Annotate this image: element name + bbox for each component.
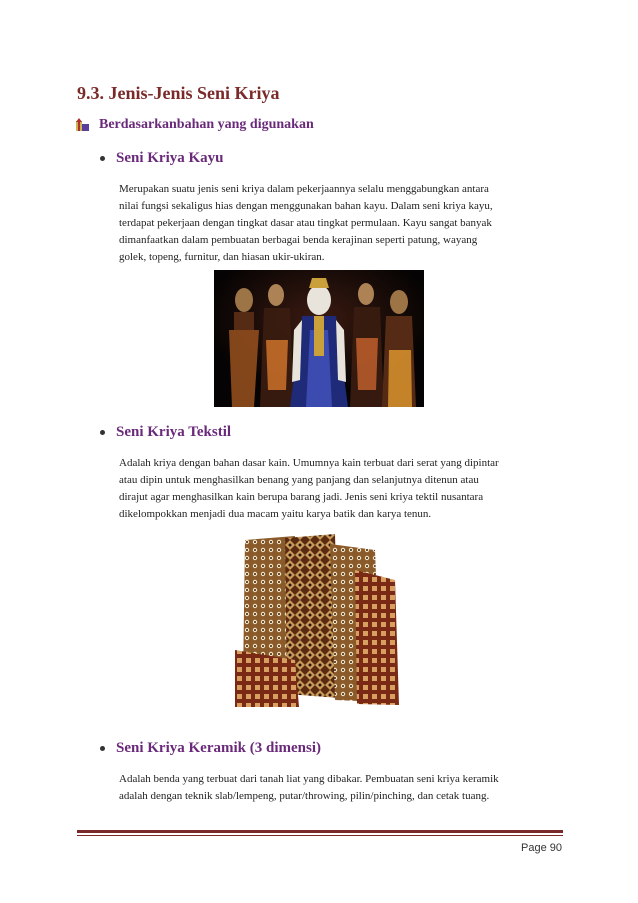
- bullet-icon: [100, 156, 105, 161]
- text-line: terdapat pekerjaan dengan tingkat dasar atau tingkat permulaan. Kayu sangat banyak: [119, 217, 492, 229]
- section-keramik-paragraph: [119, 771, 567, 805]
- text-line: nilai fungsi sekaligus hias dengan menggunakan bahan kayu. Dalam seni kriya kayu,: [119, 200, 493, 212]
- section-tekstil-title: [100, 424, 231, 441]
- section-heading: 9.3. Jenis-Jenis Seni Kriya: [77, 83, 280, 103]
- text-line: Merupakan suatu jenis seni kriya dalam pekerjaannya selalu menggabungkan antara: [119, 183, 489, 195]
- section-tekstil-paragraph: [119, 455, 567, 523]
- subheading-text: Berdasarkanbahan yang digunakan: [99, 117, 314, 132]
- bullet-icon: [100, 746, 105, 751]
- wayang-photo: [214, 270, 424, 407]
- subheading-row: [75, 117, 314, 133]
- section-title: Seni Kriya Keramik (3 dimensi): [116, 740, 321, 756]
- bullet-icon: [100, 430, 105, 435]
- text-line: dimanfaatkan dalam pembuatan berbagai benda kerajinan seperti patung, wayang: [119, 234, 478, 246]
- section-title: Seni Kriya Kayu: [116, 150, 224, 166]
- footer-rule-thick: [77, 830, 563, 833]
- text-line: Adalah benda yang terbuat dari tanah liat yang dibakar. Pembuatan seni kriya keramik: [119, 773, 499, 785]
- list-marker-icon: [75, 118, 91, 132]
- page-number: Page 90: [521, 842, 562, 854]
- text-line: adalah dengan teknik slab/lempeng, putar/throwing, pilin/pinching, dan cetak tuang.: [119, 790, 490, 802]
- text-line: atau dipin untuk menghasilkan benang yang panjang dan selanjutnya ditenun atau: [119, 474, 479, 486]
- section-title: Seni Kriya Tekstil: [116, 424, 232, 440]
- text-line: Adalah kriya dengan bahan dasar kain. Umumnya kain terbuat dari serat yang dipintar: [119, 457, 499, 469]
- section-kayu-paragraph: [119, 181, 567, 266]
- section-keramik-title: [100, 740, 321, 757]
- text-line: dirajut agar menghasilkan kain berupa barang jadi. Jenis seni kriya tektil nusantara: [119, 491, 484, 503]
- section-kayu-title: [100, 150, 224, 167]
- footer-rule-thin: [77, 835, 563, 836]
- batik-photo: [235, 530, 401, 707]
- text-line: dikelompokkan menjadi dua macam yaitu karya batik dan karya tenun.: [119, 508, 432, 520]
- text-line: golek, topeng, furnitur, dan hiasan ukir-ukiran.: [119, 251, 325, 263]
